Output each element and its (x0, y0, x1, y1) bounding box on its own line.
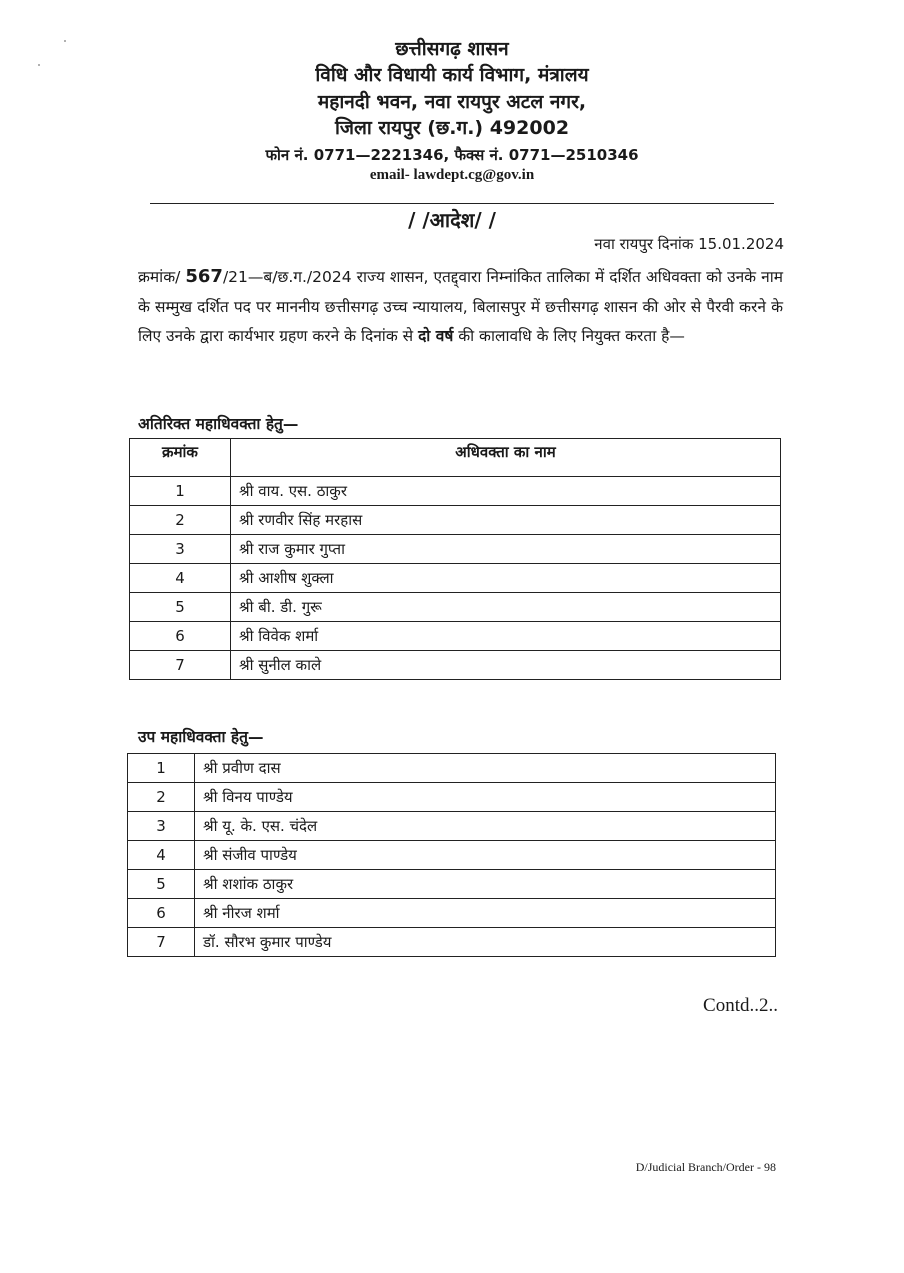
row-number: 7 (128, 928, 195, 957)
header-govt: छत्तीसगढ़ शासन (395, 38, 509, 60)
row-number: 5 (128, 870, 195, 899)
table-row (130, 477, 781, 506)
table-row (130, 506, 781, 535)
row-number: 6 (130, 622, 231, 651)
table-row (128, 812, 776, 841)
advocate-name: श्री संजीव पाण्डेय (195, 841, 776, 870)
advocate-name: श्री शशांक ठाकुर (195, 870, 776, 899)
advocate-name: श्री सुनील काले (231, 651, 781, 680)
table-row (130, 622, 781, 651)
row-number: 3 (130, 535, 231, 564)
table-row (130, 535, 781, 564)
section1-title: अतिरिक्त महाधिवक्ता हेतु— (138, 415, 299, 433)
table-row (128, 928, 776, 957)
advocate-name: श्री विनय पाण्डेय (195, 783, 776, 812)
row-number: 2 (130, 506, 231, 535)
header-district: जिला रायपुर (छ.ग.) 492002 (334, 117, 570, 139)
header-department: विधि और विधायी कार्य विभाग, मंत्रालय (315, 64, 589, 86)
advocate-name: श्री प्रवीण दास (195, 754, 776, 783)
advocate-name: डॉ. सौरभ कुमार पाण्डेय (195, 928, 776, 957)
table-row (128, 870, 776, 899)
row-number: 3 (128, 812, 195, 841)
header-divider (150, 203, 774, 204)
advocate-name: श्री बी. डी. गुरू (231, 593, 781, 622)
table-header-row (130, 439, 781, 477)
term-duration: दो वर्ष (418, 327, 454, 345)
order-date: नवा रायपुर दिनांक 15.01.2024 (594, 235, 784, 253)
row-number: 6 (128, 899, 195, 928)
advocate-name: श्री नीरज शर्मा (195, 899, 776, 928)
para-suffix: की कालावधि के लिए नियुक्त करता है— (453, 327, 685, 345)
advocate-name: श्री रणवीर सिंह मरहास (231, 506, 781, 535)
table-row (128, 899, 776, 928)
advocate-name: श्री आशीष शुक्ला (231, 564, 781, 593)
order-number: 567 (185, 266, 223, 287)
table-row (128, 754, 776, 783)
row-number: 7 (130, 651, 231, 680)
col-header-name: अधिवक्ता का नाम (231, 439, 781, 477)
order-paragraph (138, 262, 783, 352)
table-row (130, 651, 781, 680)
header-email: email- lawdept.cg@gov.in (369, 167, 535, 183)
header-address: महानदी भवन, नवा रायपुर अटल नगर, (317, 91, 587, 113)
advocate-name: श्री राज कुमार गुप्ता (231, 535, 781, 564)
para-body: /21—ब/छ.ग./2024 राज्य शासन, एतद्द्वारा निम्नांकित तालिका में दर्शित अधिवक्ता को उनके नाम के सम्मुख दर्शित पद पर माननीय छत्तीसगढ़ उच्च न्यायालय, बिलासपुर में छत्तीसगढ़ शासन की ओर से पैरवी करने के लिए उनके द्वारा कार्यभार ग्रहण करने के दिनांक से (138, 268, 783, 345)
continued-note: Contd..2.. (703, 995, 778, 1016)
section2-table (127, 753, 776, 957)
advocate-name: श्री यू. के. एस. चंदेल (195, 812, 776, 841)
row-number: 2 (128, 783, 195, 812)
para-prefix: क्रमांक/ (138, 268, 186, 286)
advocate-name: श्री विवेक शर्मा (231, 622, 781, 651)
row-number: 4 (130, 564, 231, 593)
header-phone-fax: फोन नं. 0771—2221346, फैक्स नं. 0771—2510346 (265, 146, 639, 164)
section2-title: उप महाधिवक्ता हेतु— (138, 728, 264, 746)
table-row (128, 783, 776, 812)
row-number: 5 (130, 593, 231, 622)
section1-table (129, 438, 781, 680)
row-number: 1 (128, 754, 195, 783)
col-header-no: क्रमांक (130, 439, 231, 477)
footer-reference: D/Judicial Branch/Order - 98 (635, 1160, 776, 1174)
order-title: / /आदेश/ / (408, 208, 496, 232)
row-number: 1 (130, 477, 231, 506)
row-number: 4 (128, 841, 195, 870)
table-row (130, 564, 781, 593)
advocate-name: श्री वाय. एस. ठाकुर (231, 477, 781, 506)
table-row (130, 593, 781, 622)
table-row (128, 841, 776, 870)
